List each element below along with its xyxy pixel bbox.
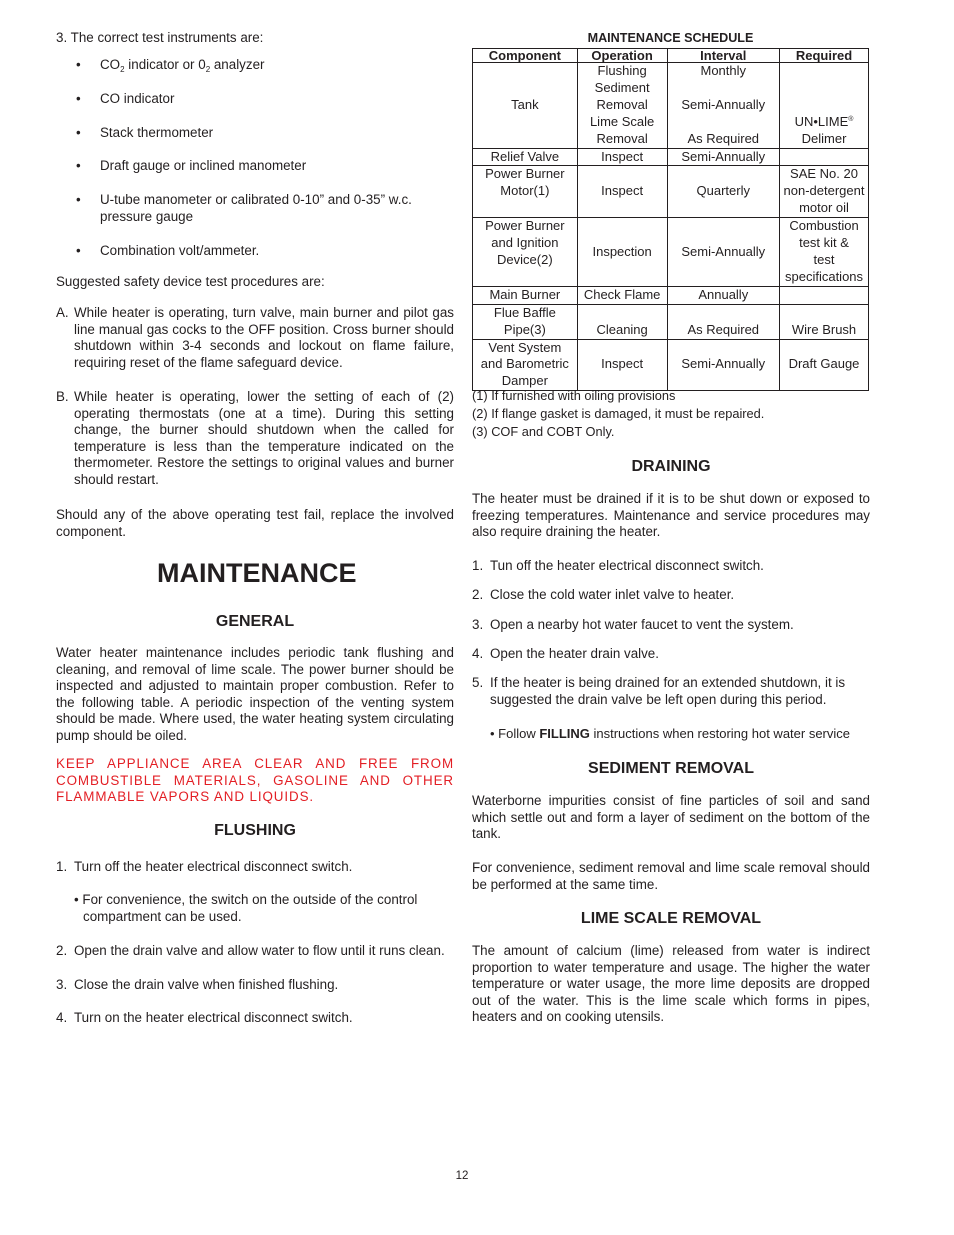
table-header-cell: Operation <box>577 49 667 63</box>
general-heading: GENERAL <box>215 613 295 630</box>
sediment-text-1: Waterborne impurities consist of fine particles of soil and sand which settle out and form a layer of sediment on the bottom of the tank. <box>472 793 870 842</box>
table-footnote: (1) If furnished with oiling provisions <box>472 388 676 403</box>
table-footnote: (3) COF and COBT Only. <box>472 424 615 439</box>
table-footnotes <box>472 387 870 441</box>
safety-warning: KEEP APPLIANCE AREA CLEAR AND FREE FROM COMBUSTIBLE MATERIALS, GASOLINE AND OTHER FLAMMABLE VAPORS AND LIQUIDS. <box>56 756 454 805</box>
table-row-flue-baffle <box>473 304 869 339</box>
instrument-item-co2: • $CO_2$ indicator or $0_2$ analyzer <box>76 57 265 74</box>
instrument-item-stack: • Stack thermometer <box>76 125 214 140</box>
instrument-item-co: • CO indicator <box>76 91 175 106</box>
table-cell: Inspection <box>577 218 667 287</box>
table-row-main-burner <box>473 286 869 304</box>
table-cell <box>780 148 869 166</box>
table-row-burner-ignition <box>473 218 869 287</box>
lime-scale-heading: LIME SCALE REMOVAL <box>580 910 762 927</box>
table-cell: Monthly Semi-Annually As Required <box>667 63 780 149</box>
table-cell: Draft Gauge <box>780 339 869 391</box>
table-header-cell: Required <box>780 49 869 63</box>
table-cell: Semi-Annually <box>667 148 780 166</box>
table-title: MAINTENANCE SCHEDULE <box>587 31 754 45</box>
instrument-item-draft: • Draft gauge or inclined manometer <box>76 158 307 173</box>
table-cell: Inspect <box>577 166 667 218</box>
drain-step-5: 5. If the heater is being drained for an extended shutdown, it is suggested the drain valve be left open during this period. <box>472 675 846 707</box>
instrument-item-volt: • Combination volt/ammeter. <box>76 243 260 258</box>
draining-heading: DRAINING <box>631 458 711 475</box>
flush-step-2: 2. Open the drain valve and allow water to flow until it runs clean. <box>56 943 445 958</box>
flush-step-4: 4. Turn on the heater electrical disconnect switch. <box>56 1010 353 1025</box>
drain-step-3: 3. Open a nearby hot water faucet to vent the system. <box>472 617 794 632</box>
flush-bullet: • For convenience, the switch on the outside of the control compartment can be used. <box>74 892 418 924</box>
table-cell: SAE No. 20 non-detergent motor oil <box>780 166 869 218</box>
instruments-intro: 3. The correct test instruments are: <box>56 30 264 45</box>
table-cell: Semi-Annually <box>667 218 780 287</box>
table-cell: Main Burner <box>473 286 578 304</box>
table-cell: Cleaning <box>577 304 667 339</box>
table-cell: Power Burner Motor(1) <box>473 166 578 218</box>
fail-note: Should any of the above operating test fail, replace the involved component. <box>56 507 454 539</box>
flush-step-1: 1. Turn off the heater electrical disconnect switch. <box>56 859 353 874</box>
table-cell: Flushing Sediment Removal Lime Scale Removal <box>577 63 667 149</box>
table-footnote: (2) If flange gasket is damaged, it must be repaired. <box>472 406 765 421</box>
table-cell: Semi-Annually <box>667 339 780 391</box>
table-row-tank <box>473 63 869 149</box>
table-header-row <box>473 49 869 63</box>
filling-note: • Follow FILLING instructions when restoring hot water service <box>490 726 851 741</box>
table-cell: Wire Brush <box>780 304 869 339</box>
table-header-cell: Interval <box>667 49 780 63</box>
table-cell: Combustion test kit & test specifications <box>780 218 869 287</box>
sediment-text-2: For convenience, sediment removal and lime scale removal should be performed at the same time. <box>472 860 870 892</box>
page-number: 12 <box>455 1170 469 1182</box>
table-cell: Inspect <box>577 148 667 166</box>
table-cell: Annually <box>667 286 780 304</box>
lime-scale-text: The amount of calcium (lime) released from water is indirect proportion to water temperature and usage. The higher the water temperature or water usage, the more lime deposits are dropped out of the water. This is the lime scale which forms in pipes, heaters and on cooking utensils. <box>472 943 870 1025</box>
sediment-heading: SEDIMENT REMOVAL <box>588 760 754 777</box>
table-cell: Relief Valve <box>473 148 578 166</box>
table-cell: As Required <box>667 304 780 339</box>
table-cell: Tank <box>473 63 578 149</box>
table-header-cell: Component <box>473 49 578 63</box>
drain-step-1: 1. Tun off the heater electrical disconnect switch. <box>472 558 764 573</box>
table-cell <box>780 286 869 304</box>
table-row-burner-motor <box>473 166 869 218</box>
drain-step-4: 4. Open the heater drain valve. <box>472 646 659 661</box>
table-row-vent-system <box>473 339 869 391</box>
general-text: Water heater maintenance includes periodic tank flushing and cleaning, and removal of lime scale. The power burner should be inspected and adjusted to maintain proper combustion. Refer to the following table. A periodic inspection of the venting system should be made. Where used, the water heating system circulating pump should be oiled. <box>56 645 454 743</box>
maintenance-title: MAINTENANCE <box>157 558 357 588</box>
table-cell: Power Burner and Ignition Device(2) <box>473 218 578 287</box>
table-cell: Flue Baffle Pipe(3) <box>473 304 578 339</box>
procedure-b: B. While heater is operating, lower the setting of each of (2) operating thermostats (one at a time). During this setting change, the burner should shutdown when the called for temperature is less than the temperature indicated on the thermometer. Restore the settings to original values and burner should restart. <box>56 389 454 487</box>
procedure-a: A. While heater is operating, turn valve, main burner and pilot gas line manual gas cocks to the OFF position. Cross burner should shutdown within 3-4 seconds and lockout on flame failure, requiring reset of the flame safeguard device. <box>56 305 454 370</box>
table-row-relief-valve <box>473 148 869 166</box>
safety-intro: Suggested safety device test procedures are: <box>56 274 325 289</box>
table-cell: Quarterly <box>667 166 780 218</box>
flush-step-3: 3. Close the drain valve when finished flushing. <box>56 977 339 992</box>
table-cell: Check Flame <box>577 286 667 304</box>
table-cell: UN•LIME® Delimer <box>780 63 869 149</box>
instrument-item-utube: • U-tube manometer or calibrated 0-10” and 0-35” w.c. pressure gauge <box>76 192 412 224</box>
table-cell: Vent System and Barometric Damper <box>473 339 578 391</box>
drain-step-2: 2. Close the cold water inlet valve to heater. <box>472 587 735 602</box>
maintenance-schedule-table <box>472 48 869 391</box>
table-cell: Inspect <box>577 339 667 391</box>
flushing-heading: FLUSHING <box>214 822 296 839</box>
draining-text: The heater must be drained if it is to be shut down or exposed to freezing temperatures. Maintenance and service procedures may also require draining the heater. <box>472 491 870 540</box>
